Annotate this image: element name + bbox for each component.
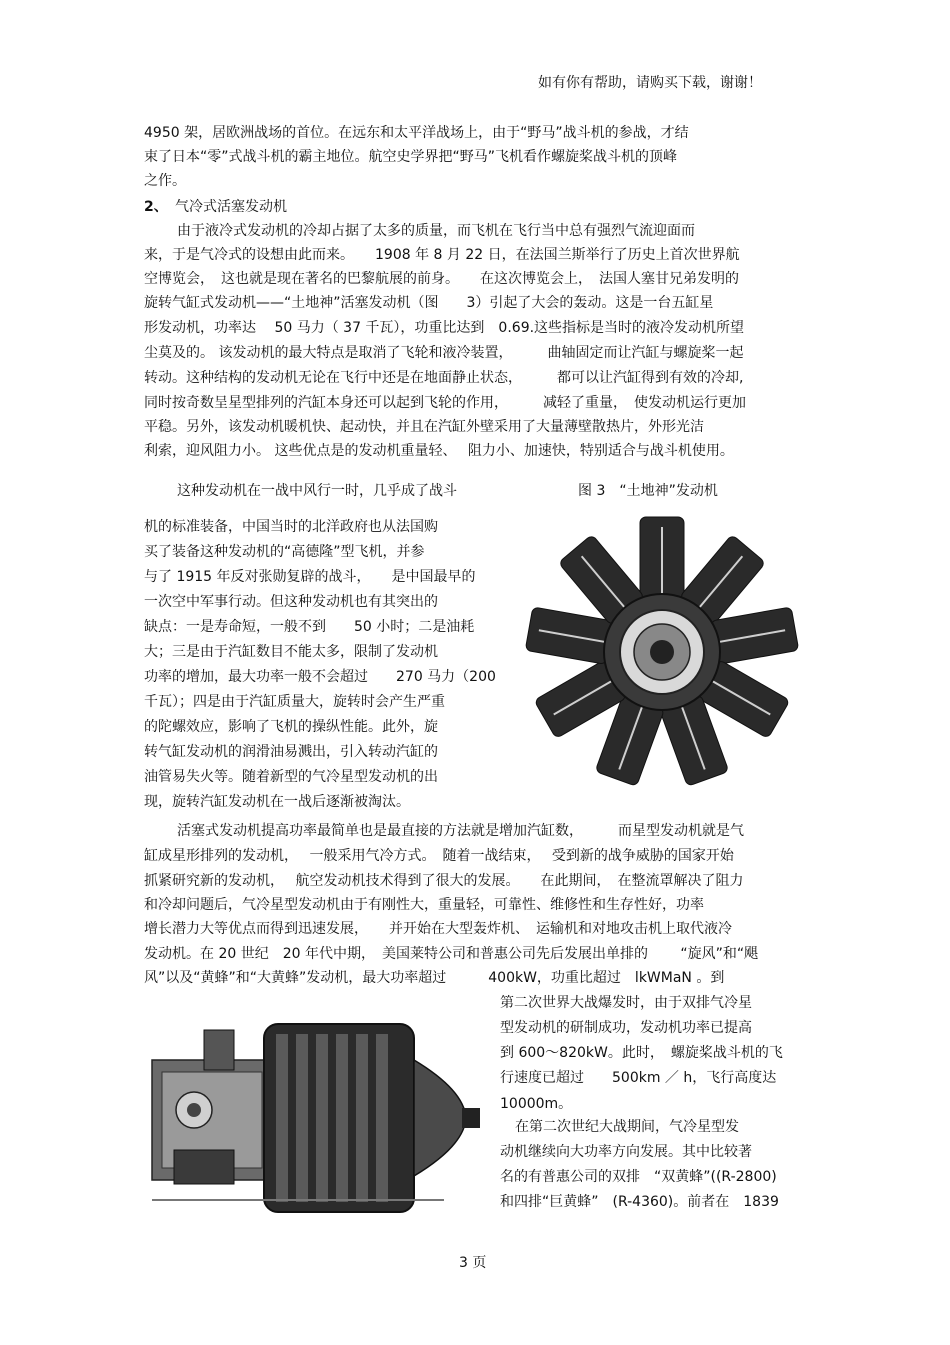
text-line: 和四排“巨黄蜂” (R-4360)。前者在 1839	[500, 1194, 779, 1210]
text-line: 型发动机的研制成功，发动机功率已提高	[500, 1020, 752, 1036]
text-line: 行速度已超过 500km ／ h，飞行高度达	[500, 1070, 777, 1086]
page-header: 如有你有帮助，请购买下载，谢谢！	[538, 75, 762, 91]
text-line: 到 600～820kW。此时， 螺旋桨战斗机的飞	[500, 1045, 783, 1061]
text-line: 形发动机，功率达 50 马力（ 37 千瓦），功重比达到 0.69.这些指标是当时的液冷发动机所望	[144, 320, 745, 336]
text-line: 缸成星形排列的发动机， 一般采用气冷方式。 随着一战结束， 受到新的战争威胁的国家开始	[144, 848, 734, 864]
figure-caption: 图 3 “土地神”发动机	[578, 483, 718, 499]
text-line: 同时按奇数呈星型排列的汽缸本身还可以起到飞轮的作用， 减轻了重量， 使发动机运行更加	[144, 395, 746, 411]
text-line: 在第二次世纪大战期间，气冷星型发	[515, 1119, 739, 1135]
text-line: 抓紧研究新的发动机， 航空发动机技术得到了很大的发展。 在此期间， 在整流罩解决了阻力	[144, 873, 744, 889]
text-line: 第二次世界大战爆发时，由于双排气冷星	[500, 995, 752, 1011]
text-line: 转气缸发动机的润滑油易溅出，引入转动汽缸的	[144, 744, 438, 760]
text-line: 发动机。在 20 世纪 20 年代中期， 美国莱特公司和普惠公司先后发展出单排的 “旋风”和“飓	[144, 946, 759, 962]
text-line: 这种发动机在一战中风行一时，几乎成了战斗	[177, 483, 457, 499]
text-line: 平稳。另外，该发动机暖机快、起动快，并且在汽缸外壁采用了大量薄壁散热片，外形光洁	[144, 419, 704, 435]
text-line: 机的标准装备，中国当时的北洋政府也从法国购	[144, 519, 438, 535]
text-line: 风”以及“黄蜂”和“大黄蜂”发动机，最大功率超过 400kW，功重比超过 lkWMaN 。到	[144, 970, 725, 986]
text-line: 现，旋转汽缸发动机在一战后逐渐被淘汰。	[144, 794, 410, 810]
rotary-engine-image	[512, 512, 820, 792]
text-line: 的陀螺效应，影响了飞机的操纵性能。此外，旋	[144, 719, 438, 735]
text-line: 由于液冷式发动机的冷却占据了太多的质量，而飞机在飞行当中总有强烈气流迎面而	[177, 223, 695, 239]
text-line: 利索，迎风阻力小。 这些优点是的发动机重量轻、 阻力小、加速快，特别适合与战斗机使用。	[144, 443, 734, 459]
text-line: 4950 架，居欧洲战场的首位。在远东和太平洋战场上，由于“野马”战斗机的参战，才结	[144, 125, 689, 141]
text-line: 来，于是气冷式的设想由此而来。 1908 年 8 月 22 日，在法国兰斯举行了历史上首次世界航	[144, 247, 740, 263]
radial-engine-figure	[144, 1000, 484, 1228]
text-line: 功率的增加，最大功率一般不会超过 270 马力（200	[144, 669, 496, 685]
text-line: 千瓦）；四是由于汽缸质量大，旋转时会产生严重	[144, 694, 445, 710]
page-number: 3 页	[459, 1255, 487, 1271]
text-line: 大；三是由于汽缸数目不能太多，限制了发动机	[144, 644, 438, 660]
text-line: 10000m。	[500, 1096, 573, 1112]
text-line: 活塞式发动机提高功率最简单也是最直接的方法就是增加汽缸数， 而星型发动机就是气	[177, 823, 744, 839]
text-line: 转动。这种结构的发动机无论在飞行中还是在地面静止状态， 都可以让汽缸得到有效的冷却,	[144, 370, 744, 386]
text-line: 之作。	[144, 173, 186, 189]
text-line: 尘莫及的。 该发动机的最大特点是取消了飞轮和液冷装置， 曲轴固定而让汽缸与螺旋桨一起	[144, 345, 744, 361]
text-line: 缺点：一是寿命短，一般不到 50 小时；二是油耗	[144, 619, 475, 635]
text-line: 买了装备这种发动机的“高德隆”型飞机，并参	[144, 544, 425, 560]
text-line: 束了日本“零”式战斗机的霸主地位。航空史学界把“野马”飞机看作螺旋桨战斗机的顶峰	[144, 149, 678, 165]
text-line: 油管易失火等。随着新型的气冷星型发动机的出	[144, 769, 438, 785]
text-line: 旋转气缸式发动机——“土地神”活塞发动机（图 3）引起了大会的轰动。这是一台五缸星	[144, 295, 714, 311]
text-line: 和冷却问题后，气冷星型发动机由于有刚性大，重量轻，可靠性、维修性和生存性好，功率	[144, 897, 704, 913]
text-line: 一次空中军事行动。但这种发动机也有其突出的	[144, 594, 438, 610]
text-line: 空博览会， 这也就是现在著名的巴黎航展的前身。 在这次博览会上， 法国人塞甘兄弟发明的	[144, 271, 739, 287]
rotary-engine-figure	[512, 512, 820, 792]
radial-engine-image	[144, 1000, 484, 1228]
text-line: 动机继续向大功率方向发展。其中比较著	[500, 1144, 752, 1160]
text-line: 增长潜力大等优点而得到迅速发展， 并开始在大型轰炸机、 运输机和对地攻击机上取代液冷	[144, 921, 732, 937]
section-title: 气冷式活塞发动机	[175, 199, 287, 215]
section-number: 2、	[144, 199, 168, 215]
text-line: 与了 1915 年反对张勋复辟的战斗， 是中国最早的	[144, 569, 476, 585]
text-line: 名的有普惠公司的双排 “双黄蜂”((R-2800)	[500, 1169, 777, 1185]
